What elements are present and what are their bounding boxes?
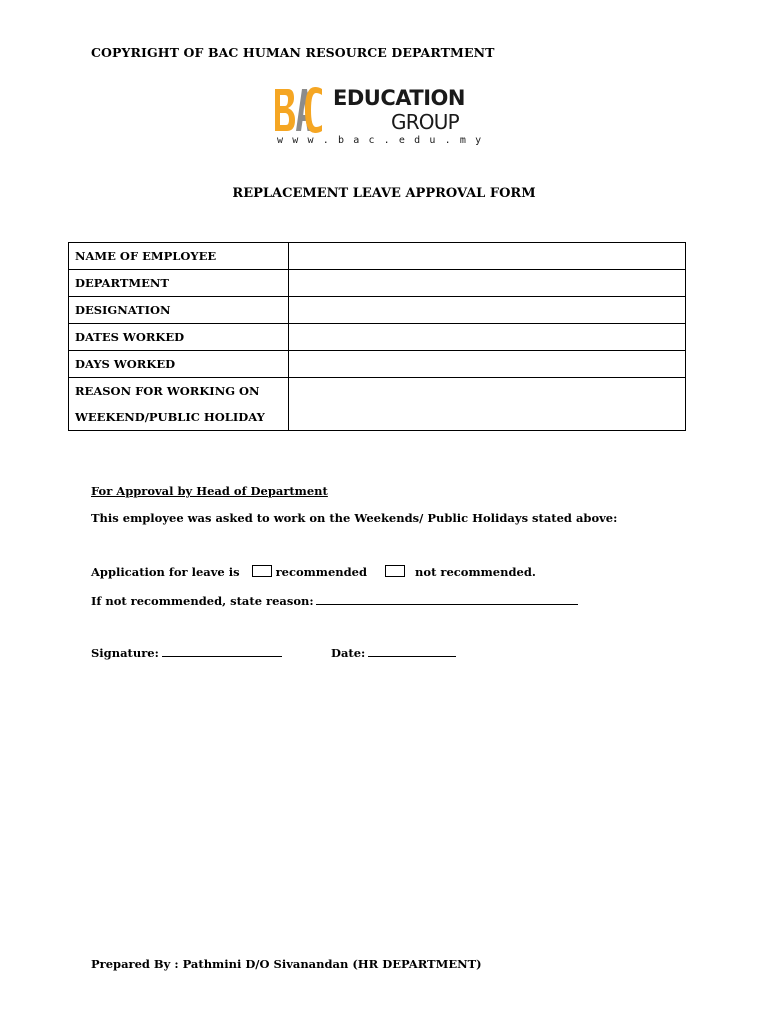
field-value-days-worked[interactable] (289, 351, 686, 378)
reason-input-line[interactable] (316, 592, 578, 605)
logo-word-group: GROUP (391, 110, 459, 134)
recommended-checkbox[interactable] (252, 565, 272, 577)
table-row (69, 351, 686, 378)
bac-logo-mark (275, 87, 323, 133)
date-row (331, 644, 456, 660)
prepared-by: Prepared By : Pathmini D/O Sivanandan (HR DEPARTMENT) (91, 957, 482, 971)
reason-row (91, 592, 578, 608)
date-input-line[interactable] (368, 644, 456, 657)
table-row (69, 243, 686, 270)
approval-statement: This employee was asked to work on the Weekends/ Public Holidays stated above: (91, 511, 618, 525)
application-decision-row (91, 565, 536, 579)
table-row (69, 324, 686, 351)
not-recommended-checkbox[interactable] (385, 565, 405, 577)
signature-row (91, 644, 282, 660)
copyright-notice: COPYRIGHT OF BAC HUMAN RESOURCE DEPARTMENT (91, 45, 495, 60)
recommended-label: recommended (275, 565, 368, 579)
application-label: Application for leave is (91, 565, 240, 579)
approval-heading: For Approval by Head of Department (91, 484, 328, 498)
signature-label: Signature: (91, 646, 159, 660)
date-label: Date: (331, 646, 366, 660)
form-title: REPLACEMENT LEAVE APPROVAL FORM (232, 186, 536, 201)
field-value-dates-worked[interactable] (289, 324, 686, 351)
employee-details-table (68, 242, 686, 431)
field-value-name[interactable] (289, 243, 686, 270)
field-label-reason (69, 378, 289, 431)
table-row (69, 297, 686, 324)
field-label-reason-line2: WEEKEND/PUBLIC HOLIDAY (75, 410, 265, 424)
field-label-department: DEPARTMENT (69, 270, 289, 297)
field-label-name: NAME OF EMPLOYEE (69, 243, 289, 270)
field-label-days-worked: DAYS WORKED (69, 351, 289, 378)
table-row (69, 378, 686, 431)
logo-website-url: w w w . b a c . e d u . m y (277, 135, 483, 146)
reason-label: If not recommended, state reason: (91, 594, 314, 608)
field-label-designation: DESIGNATION (69, 297, 289, 324)
table-row (69, 270, 686, 297)
logo-word-education: EDUCATION (333, 86, 465, 110)
field-value-reason[interactable] (289, 378, 686, 431)
field-label-reason-line1: REASON FOR WORKING ON (75, 384, 260, 398)
field-label-dates-worked: DATES WORKED (69, 324, 289, 351)
field-value-designation[interactable] (289, 297, 686, 324)
bac-education-group-logo (275, 86, 483, 150)
signature-input-line[interactable] (162, 644, 282, 657)
field-value-department[interactable] (289, 270, 686, 297)
not-recommended-label: not recommended. (415, 565, 536, 579)
